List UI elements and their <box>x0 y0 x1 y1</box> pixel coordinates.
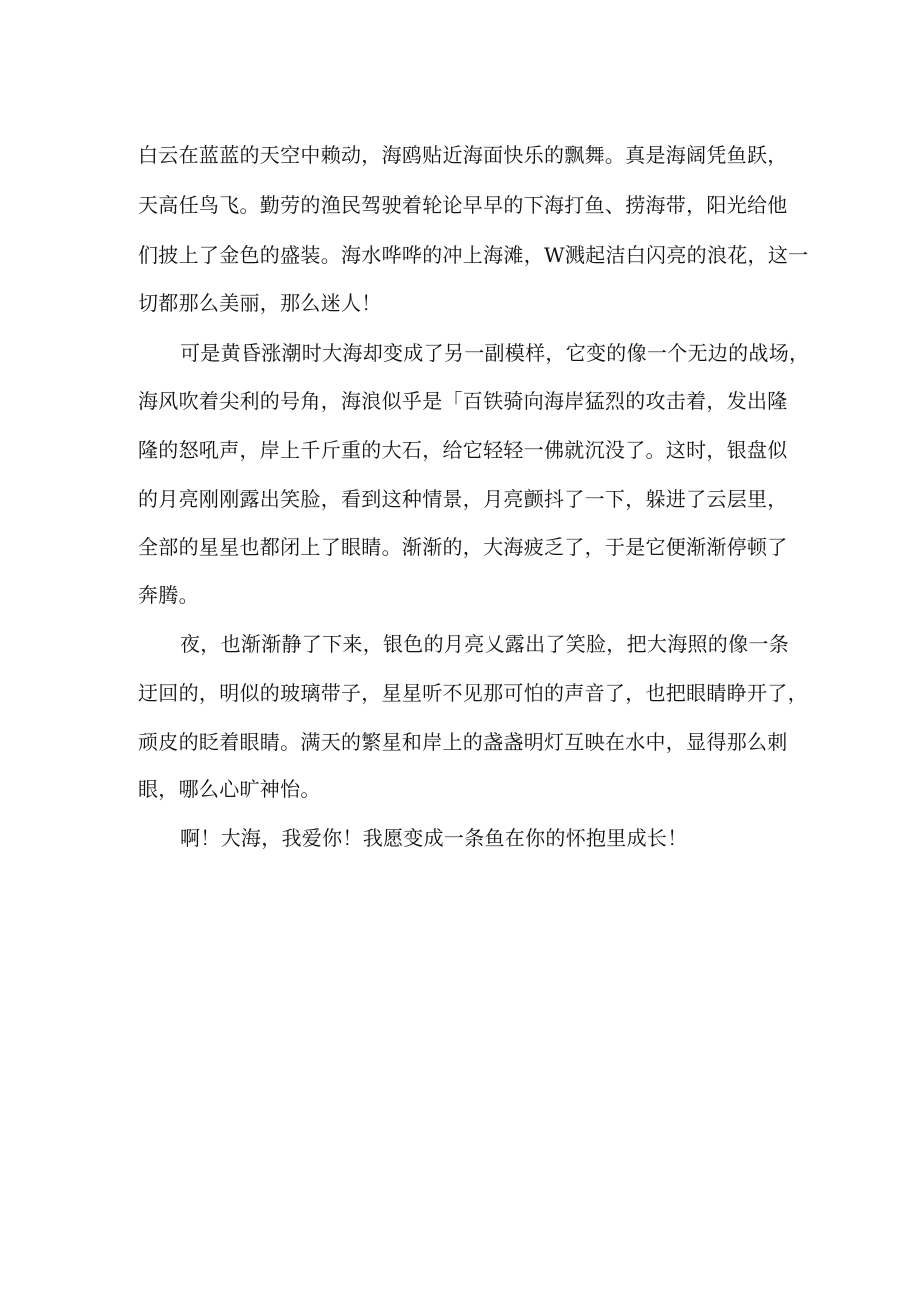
text-line: 奔腾。 <box>138 583 199 607</box>
text-line: 可是黄昏涨潮时大海却变成了另一副模样，它变的像一个无边的战场， <box>180 341 810 365</box>
text-line: 迂回的，明似的玻璃带子，星星听不见那可怕的声音了，也把眼睛睁开了， <box>138 681 808 705</box>
text-line: 们披上了金色的盛装。海水哗哗的冲上海滩，W溅起洁白闪亮的浪花，这一 <box>138 243 809 267</box>
text-line: 眼，哪么心旷神怡。 <box>138 777 321 801</box>
text-line: 白云在蓝蓝的天空中赖动，海鸥贴近海面快乐的飘舞。真是海阔凭鱼跃， <box>138 143 788 167</box>
text-line: 的月亮刚刚露出笑脸，看到这种情景，月亮颤抖了一下，躲进了云层里， <box>138 487 788 511</box>
text-line: 隆的怒吼声，岸上千斤重的大石，给它轻轻一佛就沉没了。这时，银盘似 <box>138 438 788 462</box>
text-line: 顽皮的眨着眼睛。满天的繁星和岸上的盏盏明灯互映在水中，显得那么刺 <box>138 730 788 754</box>
text-line: 海风吹着尖利的号角，海浪似乎是「百铁骑向海岸猛烈的攻击着，发出隆 <box>138 389 788 413</box>
text-line: 天高任鸟飞。勤劳的渔民驾驶着轮论早早的下海打鱼、捞海带，阳光给他 <box>138 193 788 217</box>
text-line: 全部的星星也都闭上了眼睛。渐渐的，大海疲乏了，于是它便渐渐停顿了 <box>138 535 788 559</box>
text-line: 切都那么美丽，那么迷人！ <box>138 291 382 315</box>
text-line: 啊！大海，我爱你！我愿变成一条鱼在你的怀抱里成长！ <box>180 826 688 850</box>
text-line: 夜，也渐渐静了下来，银色的月亮乂露出了笑脸，把大海照的像一条 <box>180 632 789 656</box>
